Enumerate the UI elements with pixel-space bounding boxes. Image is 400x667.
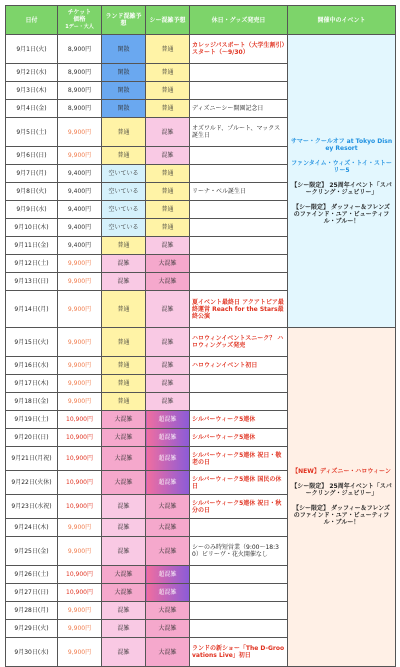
land-crowd-cell: 空いている	[102, 183, 146, 201]
sea-crowd-cell: 大混雑	[146, 638, 190, 667]
date-cell: 9月8日(火)	[6, 183, 58, 201]
note-cell: ランドの新ショー「The D-Groovations Live」初日	[190, 638, 288, 667]
land-crowd-cell: 混雑	[102, 255, 146, 273]
date-cell: 9月11日(金)	[6, 237, 58, 255]
sea-crowd-cell: 普通	[146, 165, 190, 183]
price-cell: 8,900円	[58, 64, 102, 82]
note-cell: シルバーウィーク5連休	[190, 411, 288, 429]
land-crowd-cell: 大混雑	[102, 447, 146, 471]
land-crowd-cell: 普通	[102, 118, 146, 147]
land-crowd-cell: 混雑	[102, 519, 146, 537]
price-cell: 9,400円	[58, 165, 102, 183]
note-cell: シーのみ時短営業（9:00～18:30）ビリーヴ・花火開催なし	[190, 537, 288, 566]
note-cell	[190, 620, 288, 638]
land-crowd-cell: 閑散	[102, 100, 146, 118]
event-cell-halloween	[288, 328, 396, 667]
event-summer-sea2: 【シー限定】 ダッフィー＆フレンズのファインド・ユア・ビューティフル・ブルー！	[292, 203, 391, 225]
land-crowd-cell: 閑散	[102, 35, 146, 64]
land-crowd-cell: 大混雑	[102, 471, 146, 495]
land-crowd-cell: 大混雑	[102, 566, 146, 584]
date-cell: 9月12日(土)	[6, 255, 58, 273]
note-cell: ハロウィンイベント初日	[190, 357, 288, 375]
sea-crowd-cell: 超混雑	[146, 411, 190, 429]
date-cell: 9月18日(金)	[6, 393, 58, 411]
sea-crowd-cell: 超混雑	[146, 447, 190, 471]
date-cell: 9月21日(月祝)	[6, 447, 58, 471]
header-events: 開催中のイベント	[288, 6, 396, 35]
land-crowd-cell: 大混雑	[102, 411, 146, 429]
price-cell: 9,900円	[58, 147, 102, 165]
date-cell: 9月25日(金)	[6, 537, 58, 566]
event-halloween-title: 【NEW】ディズニー・ハロウィーン	[292, 468, 391, 475]
price-cell: 9,400円	[58, 201, 102, 219]
sea-crowd-cell: 普通	[146, 219, 190, 237]
event-summer-sea1: 【シー限定】 25周年イベント「スパークリング・ジュビリー」	[291, 181, 392, 196]
sea-crowd-cell: 大混雑	[146, 495, 190, 519]
price-cell: 9,400円	[58, 183, 102, 201]
sea-crowd-cell: 混雑	[146, 375, 190, 393]
price-cell: 9,900円	[58, 375, 102, 393]
header-ticket-line2: 価格	[73, 16, 86, 23]
price-cell: 10,900円	[58, 584, 102, 602]
price-cell: 9,900円	[58, 291, 102, 328]
sea-crowd-cell: 混雑	[146, 393, 190, 411]
note-cell	[190, 602, 288, 620]
sea-crowd-cell: 普通	[146, 82, 190, 100]
price-cell: 9,900円	[58, 328, 102, 357]
note-cell	[190, 566, 288, 584]
sea-crowd-cell: 普通	[146, 201, 190, 219]
land-crowd-cell: 混雑	[102, 495, 146, 519]
sea-crowd-cell: 大混雑	[146, 519, 190, 537]
land-crowd-cell: 混雑	[102, 273, 146, 291]
date-cell: 9月1日(火)	[6, 35, 58, 64]
land-crowd-cell: 普通	[102, 357, 146, 375]
land-crowd-cell: 混雑	[102, 620, 146, 638]
land-crowd-cell: 普通	[102, 291, 146, 328]
land-crowd-cell: 空いている	[102, 165, 146, 183]
table-row	[6, 328, 396, 357]
event-halloween-sea2: 【シー限定】 ダッフィー＆フレンズのファインド・ユア・ビューティフル・ブルー！	[292, 505, 391, 526]
sea-crowd-cell: 混雑	[146, 118, 190, 147]
price-cell: 9,400円	[58, 237, 102, 255]
event-summer-title: サマー・クールオフ at Tokyo Disney Resort	[290, 137, 393, 152]
note-cell: 夏イベント最終日 アクアトピア最終運営 Reach for the Stars最終公演	[190, 291, 288, 328]
price-cell: 9,900円	[58, 357, 102, 375]
date-cell: 9月19日(土)	[6, 411, 58, 429]
crowd-calendar	[5, 5, 395, 659]
land-crowd-cell: 普通	[102, 393, 146, 411]
price-cell: 9,900円	[58, 273, 102, 291]
sea-crowd-cell: 普通	[146, 64, 190, 82]
note-cell: カレッジパスポート（大学生割引）スタート（～9/30）	[190, 35, 288, 64]
land-crowd-cell: 混雑	[102, 602, 146, 620]
calendar-body	[6, 35, 396, 667]
date-cell: 9月27日(日)	[6, 584, 58, 602]
table-row	[6, 35, 396, 64]
date-cell: 9月23日(水祝)	[6, 495, 58, 519]
price-cell: 9,900円	[58, 537, 102, 566]
note-cell	[190, 82, 288, 100]
note-cell	[190, 273, 288, 291]
note-cell	[190, 147, 288, 165]
land-crowd-cell: 普通	[102, 328, 146, 357]
price-cell: 9,900円	[58, 393, 102, 411]
price-cell: 9,900円	[58, 118, 102, 147]
date-cell: 9月15日(火)	[6, 328, 58, 357]
event-halloween-sea1: 【シー限定】 25周年イベント「スパークリング・ジュビリー」	[291, 483, 392, 497]
header-row	[6, 6, 396, 35]
date-cell: 9月24日(木)	[6, 519, 58, 537]
land-crowd-cell: 閑散	[102, 82, 146, 100]
price-cell: 10,900円	[58, 429, 102, 447]
date-cell: 9月10日(木)	[6, 219, 58, 237]
sea-crowd-cell: 大混雑	[146, 537, 190, 566]
sea-crowd-cell: 混雑	[146, 237, 190, 255]
land-crowd-cell: 大混雑	[102, 584, 146, 602]
land-crowd-cell: 混雑	[102, 638, 146, 667]
date-cell: 9月28日(月)	[6, 602, 58, 620]
sea-crowd-cell: 大混雑	[146, 620, 190, 638]
sea-crowd-cell: 大混雑	[146, 602, 190, 620]
sea-crowd-cell: 大混雑	[146, 255, 190, 273]
price-cell: 10,900円	[58, 495, 102, 519]
date-cell: 9月22日(火休)	[6, 471, 58, 495]
header-sea: シー混雑予想	[146, 6, 190, 35]
note-cell	[190, 584, 288, 602]
date-cell: 9月26日(土)	[6, 566, 58, 584]
header-ticket-sub: 1デー・大人	[65, 24, 94, 30]
date-cell: 9月6日(日)	[6, 147, 58, 165]
event-cell-summer	[288, 35, 396, 328]
date-cell: 9月13日(日)	[6, 273, 58, 291]
note-cell: シルバーウィーク5連休 祝日・秋分の日	[190, 495, 288, 519]
date-cell: 9月2日(水)	[6, 64, 58, 82]
land-crowd-cell: 大混雑	[102, 429, 146, 447]
note-cell	[190, 201, 288, 219]
land-crowd-cell: 空いている	[102, 201, 146, 219]
price-cell: 8,900円	[58, 82, 102, 100]
date-cell: 9月9日(水)	[6, 201, 58, 219]
date-cell: 9月16日(水)	[6, 357, 58, 375]
price-cell: 8,900円	[58, 100, 102, 118]
price-cell: 8,900円	[58, 35, 102, 64]
date-cell: 9月30日(水)	[6, 638, 58, 667]
note-cell: シルバーウィーク5連休 国民の休日	[190, 471, 288, 495]
land-crowd-cell: 空いている	[102, 219, 146, 237]
price-cell: 9,900円	[58, 620, 102, 638]
sea-crowd-cell: 超混雑	[146, 566, 190, 584]
sea-crowd-cell: 超混雑	[146, 429, 190, 447]
land-crowd-cell: 混雑	[102, 537, 146, 566]
note-cell: シルバーウィーク5連休 祝日・敬老の日	[190, 447, 288, 471]
note-cell	[190, 393, 288, 411]
price-cell: 9,900円	[58, 602, 102, 620]
price-cell: 10,900円	[58, 566, 102, 584]
date-cell: 9月20日(日)	[6, 429, 58, 447]
sea-crowd-cell: 普通	[146, 35, 190, 64]
date-cell: 9月29日(火)	[6, 620, 58, 638]
land-crowd-cell: 普通	[102, 147, 146, 165]
header-ticket-line1: チケット	[67, 9, 92, 16]
date-cell: 9月17日(木)	[6, 375, 58, 393]
price-cell: 9,900円	[58, 255, 102, 273]
date-cell: 9月7日(月)	[6, 165, 58, 183]
price-cell: 9,900円	[58, 519, 102, 537]
note-cell	[190, 375, 288, 393]
date-cell: 9月14日(月)	[6, 291, 58, 328]
date-cell: 9月3日(木)	[6, 82, 58, 100]
price-cell: 10,900円	[58, 411, 102, 429]
land-crowd-cell: 普通	[102, 375, 146, 393]
header-ticket	[58, 6, 102, 35]
sea-crowd-cell: 大混雑	[146, 273, 190, 291]
sea-crowd-cell: 超混雑	[146, 471, 190, 495]
note-cell	[190, 237, 288, 255]
price-cell: 9,900円	[58, 638, 102, 667]
land-crowd-cell: 普通	[102, 237, 146, 255]
sea-crowd-cell: 混雑	[146, 147, 190, 165]
note-cell	[190, 165, 288, 183]
date-cell: 9月5日(土)	[6, 118, 58, 147]
sea-crowd-cell: 混雑	[146, 291, 190, 328]
price-cell: 10,900円	[58, 471, 102, 495]
note-cell: オズワルド、プルート、マックス誕生日	[190, 118, 288, 147]
note-cell: リーナ・ベル誕生日	[190, 183, 288, 201]
note-cell: ディズニーシー開園記念日	[190, 100, 288, 118]
sea-crowd-cell: 普通	[146, 183, 190, 201]
price-cell: 10,900円	[58, 447, 102, 471]
land-crowd-cell: 閑散	[102, 64, 146, 82]
note-cell	[190, 64, 288, 82]
date-cell: 9月4日(金)	[6, 100, 58, 118]
sea-crowd-cell: 超混雑	[146, 584, 190, 602]
note-cell: シルバーウィーク5連休	[190, 429, 288, 447]
price-cell: 9,400円	[58, 219, 102, 237]
crowd-calendar-table	[5, 5, 396, 667]
header-date: 日付	[6, 6, 58, 35]
event-summer-sub1: ファンタイム・ウィズ・トイ・ストーリー5	[291, 159, 392, 174]
note-cell	[190, 219, 288, 237]
note-cell	[190, 255, 288, 273]
sea-crowd-cell: 普通	[146, 100, 190, 118]
sea-crowd-cell: 混雑	[146, 328, 190, 357]
header-land: ランド混雑予想	[102, 6, 146, 35]
sea-crowd-cell: 混雑	[146, 357, 190, 375]
header-holiday: 休日・グッズ発売日	[190, 6, 288, 35]
note-cell	[190, 519, 288, 537]
note-cell: ハロウィンイベントスニーク？ ハロウィングッズ発売	[190, 328, 288, 357]
